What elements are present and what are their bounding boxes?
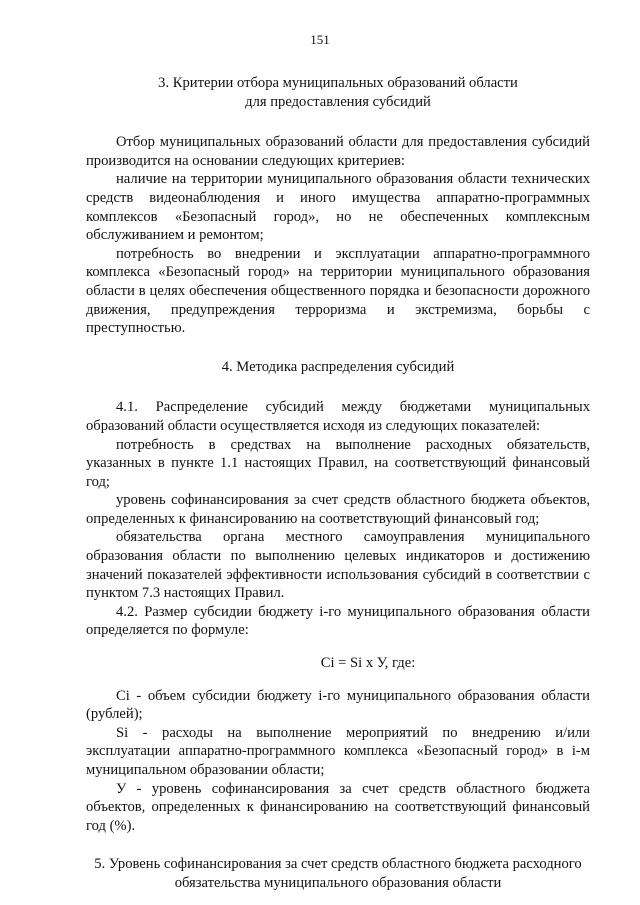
section-3-paragraph: потребность во внедрении и эксплуатации аппаратно-программного комплекса «Безопасный город» на территории муниципального образования области в целях обеспечения общественного порядка и безопасности дорожного движения, предупреждения терроризма и экстремизма, борьбы с преступностью.	[86, 245, 590, 337]
section-4-paragraph: уровень софинансирования за счет средств областного бюджета объектов, определенных к финансированию на соответствующий финансовый год;	[86, 492, 590, 527]
section-3-heading	[86, 74, 590, 111]
subsidy-formula: Ci = Si x У, где:	[320, 655, 416, 672]
section-4-paragraph: 4.1. Распределение субсидий между бюджетами муниципальных образований области осуществляется исходя из следующих показателей:	[86, 399, 590, 434]
formula-definition: Si - расходы на выполнение мероприятий по внедрению и/или эксплуатации аппаратно-программного комплекса «Безопасный город» в i-м муниципальном образовании области;	[86, 724, 590, 778]
section-3-heading-line-2: для предоставления субсидий	[245, 93, 431, 110]
section-4-paragraph: 4.2. Размер субсидии бюджету i-го муниципального образования области определяется по формуле:	[86, 603, 590, 639]
section-4-paragraph: потребность в средствах на выполнение расходных обязательств, указанных в пункте 1.1 настоящих Правил, на соответствующий финансовый год;	[86, 436, 590, 490]
formula-definition: Ci - объем субсидии бюджету i-го муниципального образования области (рублей);	[86, 687, 590, 723]
section-3-paragraph: Отбор муниципальных образований области для предоставления субсидий производится на основании следующих критериев:	[86, 134, 590, 169]
formula-definition: У - уровень софинансирования за счет средств областного бюджета объектов, определенных к финансированию на соответствующий финансовый год (%).	[86, 780, 590, 834]
document-body	[86, 74, 590, 893]
section-4-paragraph: обязательства органа местного самоуправления муниципального образования области по выполнению целевых индикаторов и достижению значений показателей эффективности использования субсидий в соответствии с пунктом 7.3 настоящих Правил.	[86, 529, 590, 602]
section-5-heading: 5. Уровень софинансирования за счет средств областного бюджета расходного обязательства муниципального образования области	[94, 856, 582, 891]
section-3-paragraph: наличие на территории муниципального образования области технических средств видеонаблюдения и иного имущества аппаратно-программных комплексов «Безопасный город», но не обеспеченных комплексным обслуживанием и ремонтом;	[86, 171, 590, 244]
section-4-heading: 4. Методика распределения субсидий	[221, 358, 455, 375]
page-number: 151	[310, 32, 330, 47]
section-3-heading-line-1: 3. Критерии отбора муниципальных образований области	[158, 75, 518, 91]
